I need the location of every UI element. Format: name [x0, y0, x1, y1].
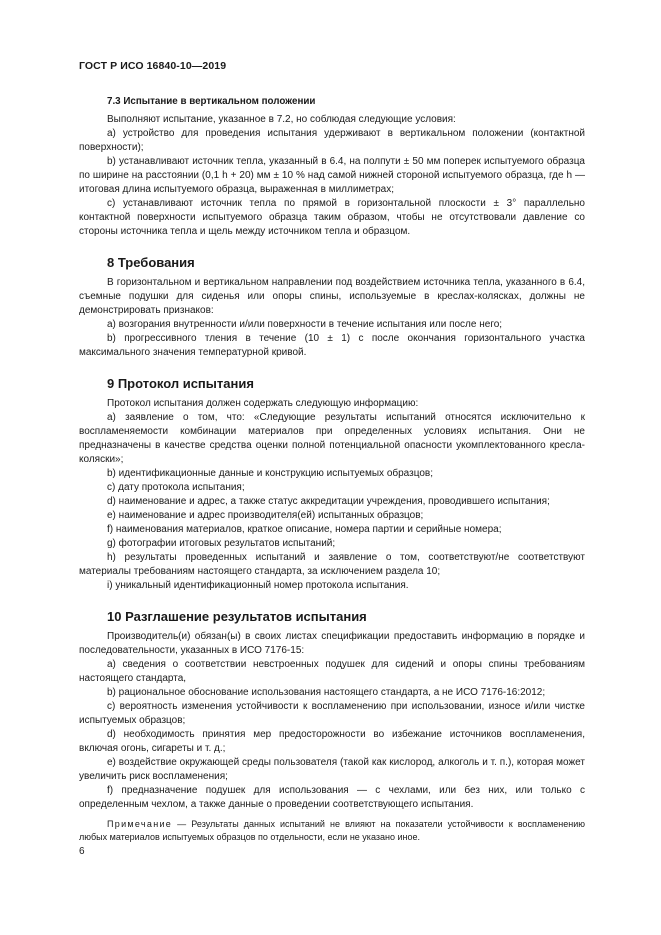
section-10-title: 10 Разглашение результатов испытания [107, 609, 367, 624]
standard-header: ГОСТ Р ИСО 16840-10—2019 [79, 60, 227, 72]
list-item: c) вероятность изменения устойчивости к воспламенению при использовании, износе и/или чистке испытуемых образцов; [79, 701, 585, 726]
list-item: a) заявление о том, что: «Следующие результаты испытаний относятся исключительно к воспламеняемости комбинации материалов при определенных условиях испытания. Они не предназначены в качестве средства оценки полной потенциальной опасности укомплектованного кресла-коляски»; [79, 412, 585, 465]
note-label: Примечание [107, 819, 173, 829]
list-item: h) результаты проведенных испытаний и заявление о том, соответствуют/не соответствуют материалы требованиям настоящего стандарта, за исключением раздела 10; [79, 552, 585, 577]
list-item: a) сведения о соответствии невстроенных подушек для сидений и опоры спины требованиям настоящего стандарта, [79, 659, 585, 684]
list-item: b) прогрессивного тления в течение (10 ± 1) с после окончания горизонтального участка максимального значения температурной кривой. [79, 333, 585, 358]
page-number: 6 [79, 846, 85, 857]
note [79, 818, 585, 843]
section-8-title: 8 Требования [107, 255, 195, 270]
list-item: d) наименование и адрес, а также статус аккредитации учреждения, проводившего испытания; [107, 496, 550, 507]
list-item: g) фотографии итоговых результатов испытаний; [107, 538, 336, 549]
list-item: b) идентификационные данные и конструкцию испытуемых образцов; [107, 468, 433, 479]
note-text: — Результаты данных испытаний не влияют на показатели устойчивости к воспламенению любых материалов испытуемых образцов по отдельности, если не указано иное. [79, 819, 585, 842]
paragraph: Выполняют испытание, указанное в 7.2, но соблюдая следующие условия: [107, 114, 456, 125]
list-item: e) воздействие окружающей среды пользователя (такой как кислород, алкоголь и т. п.), которая может увеличить риск воспламенения; [79, 757, 585, 782]
list-item: a) устройство для проведения испытания удерживают в вертикальном положении (контактной поверхности); [79, 128, 585, 153]
list-item: f) наименования материалов, краткое описание, номера партии и серийные номера; [107, 524, 502, 535]
list-item: f) предназначение подушек для использования — с чехлами, или без них, или только с определенным чехлом, а также данные о проведении соответствующего испытания. [79, 785, 585, 810]
list-item: c) дату протокола испытания; [107, 482, 245, 493]
section-7-3-title: 7.3 Испытание в вертикальном положении [107, 96, 316, 107]
list-item: b) устанавливают источник тепла, указанный в 6.4, на полпути ± 50 мм поперек испытуемого образца по ширине на расстоянии (0,1 h + 20) мм ± 10 % над самой нижней стороной испытуемого образца, где h — итоговая длина испытуемого образца, выраженная в миллиметрах; [79, 156, 585, 195]
section-9-title: 9 Протокол испытания [107, 376, 254, 391]
list-item: d) необходимость принятия мер предосторожности во избежание источников воспламенения, включая огонь, сигареты и т. д.; [79, 729, 585, 754]
paragraph: Производитель(и) обязан(ы) в своих листах спецификации предоставить информацию в порядке и последовательности, указанных в ИСО 7176-15: [79, 631, 585, 656]
list-item: c) устанавливают источник тепла по прямой в горизонтальной плоскости ± 3° параллельно контактной поверхности испытуемого образца таким образом, чтобы не отсутствовали давление со стороны источника тепла и щель между источником тепла и образцом. [79, 198, 585, 237]
paragraph: Протокол испытания должен содержать следующую информацию: [107, 398, 419, 409]
list-item: i) уникальный идентификационный номер протокола испытания. [107, 580, 409, 591]
list-item: a) возгорания внутренности и/или поверхности в течение испытания или после него; [107, 319, 503, 330]
paragraph: В горизонтальном и вертикальном направлении под воздействием источника тепла, указанного в 6.4, съемные подушки для сиденья или опоры спины, используемые в креслах-колясках, должны не демонстрировать признаков: [79, 277, 585, 316]
list-item: e) наименование и адрес производителя(ей) испытанных образцов; [107, 510, 424, 521]
document-body [79, 95, 585, 843]
list-item: b) рациональное обоснование использования настоящего стандарта, а не ИСО 7176-16:2012; [107, 687, 546, 698]
